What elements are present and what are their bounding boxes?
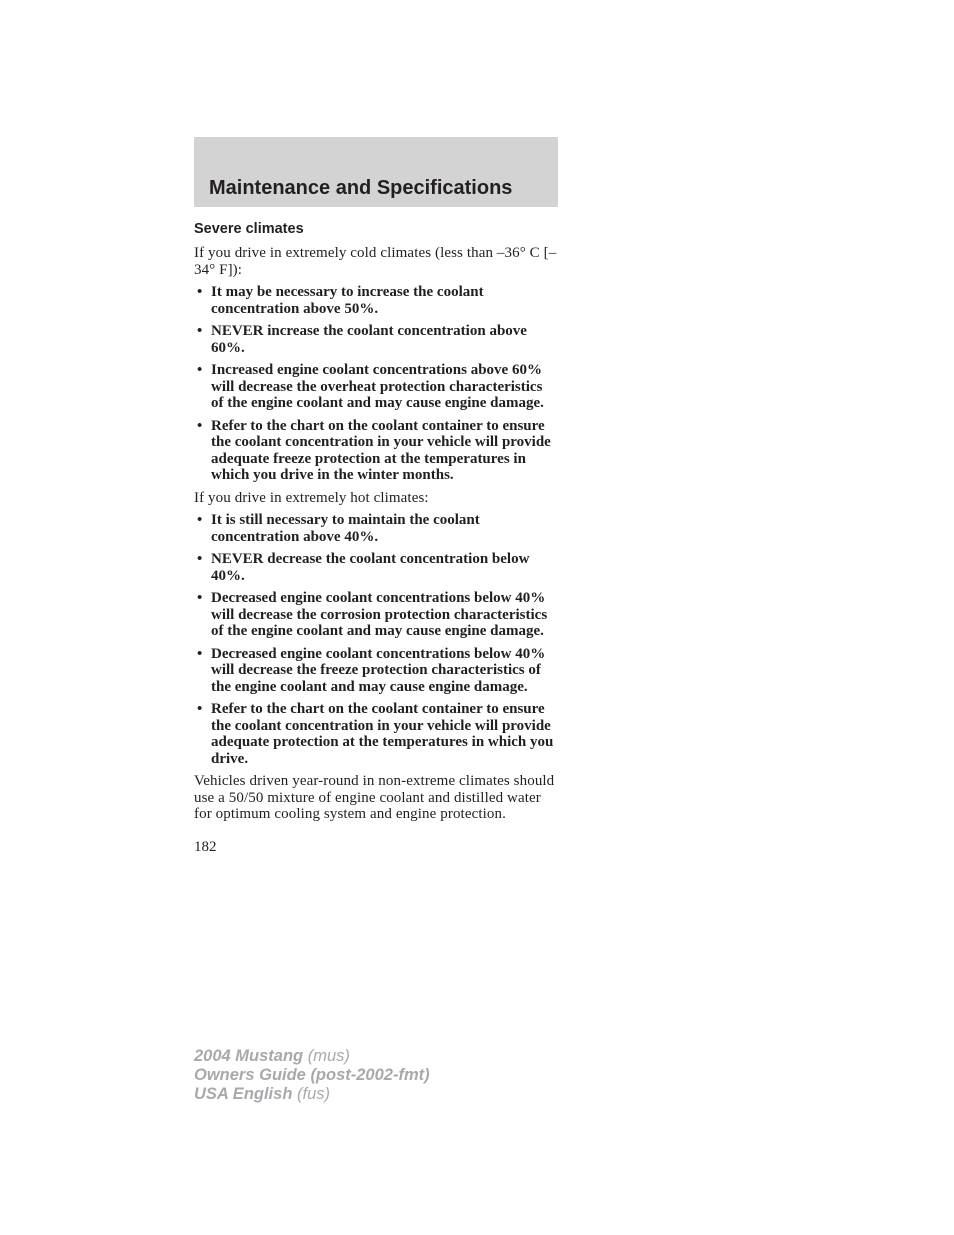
footer-guide: Owners Guide (post-2002-fmt) (194, 1066, 430, 1084)
list-item (194, 323, 558, 356)
bullet-icon: • (197, 701, 203, 717)
list-item (194, 701, 558, 767)
section-header-band (194, 137, 558, 207)
bullet-icon: • (197, 417, 203, 434)
hot-climate-intro: If you drive in extremely hot climates: (194, 489, 429, 506)
list-item (194, 284, 558, 317)
bullet-icon: • (197, 551, 203, 567)
bullet-icon: • (197, 362, 203, 378)
closing-paragraph: Vehicles driven year-round in non-extreme climates should use a 50/50 mixture of engine coolant and distilled water for optimum cooling system and engine protection. (194, 773, 555, 822)
main-content (194, 219, 558, 856)
list-item-text: It is still necessary to maintain the coolant concentration above 40%. (211, 512, 480, 545)
list-item (194, 551, 558, 584)
list-item-text: Increased engine coolant concentrations above 60% will decrease the overheat protection characteristics of the engine coolant and may cause engine damage. (211, 362, 544, 411)
hot-climate-list (194, 512, 558, 767)
list-item (194, 512, 558, 545)
footer-line-2 (194, 1066, 430, 1085)
document-footer (194, 1047, 430, 1104)
bullet-icon: • (197, 512, 203, 528)
list-item (194, 646, 558, 696)
bullet-icon: • (197, 323, 203, 339)
bullet-icon: • (197, 645, 203, 662)
footer-line-3 (194, 1085, 430, 1104)
bullet-icon: • (197, 590, 203, 606)
list-item-text: Decreased engine coolant concentrations below 40% will decrease the corrosion protection characteristics of the engine coolant and may cause engine damage. (211, 590, 548, 639)
footer-line-1 (194, 1047, 430, 1066)
cold-climate-intro: If you drive in extremely cold climates (less than –36° C [–34° F]): (194, 245, 557, 278)
list-item-text: Refer to the chart on the coolant container to ensure the coolant concentration in your vehicle will provide adequate freeze protection at the temperatures in which you drive in the winter months. (211, 417, 551, 483)
list-item-text: Refer to the chart on the coolant container to ensure the coolant concentration in your vehicle will provide adequate protection at the temperatures in which you drive. (211, 701, 554, 767)
cold-climate-list (194, 284, 558, 484)
list-item-text: It may be necessary to increase the coolant concentration above 50%. (211, 284, 484, 317)
list-item-text: NEVER decrease the coolant concentration below 40%. (211, 551, 530, 584)
list-item-text: Decreased engine coolant concentrations below 40% will decrease the freeze protection characteristics of the engine coolant and may cause engine damage. (211, 645, 546, 695)
list-item (194, 418, 558, 484)
list-item-text: NEVER increase the coolant concentration above 60%. (211, 323, 527, 356)
footer-model: 2004 Mustang (194, 1047, 304, 1065)
footer-language-code: (fus) (297, 1085, 330, 1103)
list-item (194, 590, 558, 640)
section-heading: Severe climates (194, 221, 304, 237)
bullet-icon: • (197, 284, 203, 300)
footer-language: USA English (194, 1085, 293, 1103)
page-number: 182 (194, 838, 217, 855)
page-title: Maintenance and Specifications (209, 177, 513, 199)
footer-model-code: (mus) (307, 1047, 350, 1065)
list-item (194, 362, 558, 412)
